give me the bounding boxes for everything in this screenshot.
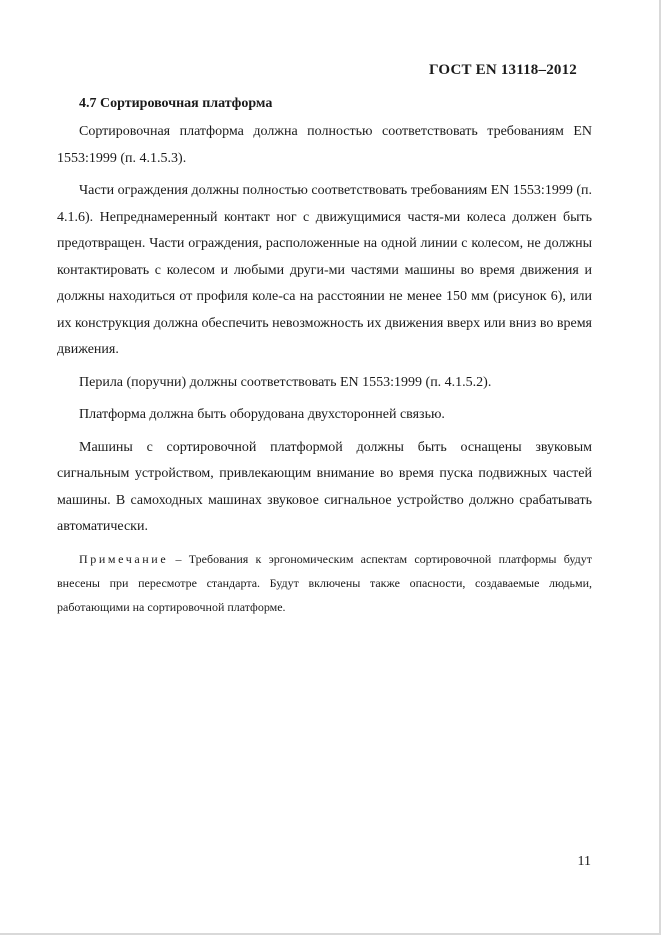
document-code: ГОСТ EN 13118–2012 [429, 62, 577, 78]
paragraph-4: Платформа должна быть оборудована двухсторонней связью. [79, 407, 445, 422]
paragraph-2: Части ограждения должны полностью соответствовать требованиям EN 1553:1999 (п. 4.1.6). Непреднамеренный контакт ног с движущимися частя-ми колеса должен быть предотвращен. Части ограждения, расположенные на одной линии с колесом, не должны контактировать с колесом и любыми други-ми частями машины во время движения и должны находиться от профиля коле-са на расстоянии не менее 150 мм (рисунок 6), или их конструкция должна обеспечить невозможность их движения вверх или вниз во время движения. [57, 183, 592, 357]
paragraph-3: Перила (поручни) должны соответствовать EN 1553:1999 (п. 4.1.5.2). [79, 374, 492, 390]
document-body [57, 94, 592, 619]
note-label: Примечание [79, 551, 169, 566]
note-text: – Требования к эргономическим аспектам сортировочной платформы будут внесены при пересмотре стандарта. Будут включены также опасности, создаваемые людьми, работающими на сортировочной платформе. [57, 551, 592, 614]
paragraph-5: Машины с сортировочной платформой должны быть оснащены звуковым сигнальным устройством, привлекающим внимание во время пуска подвижных частей машины. В самоходных машинах звуковое сигнальное устройство должно срабатывать автоматически. [57, 439, 592, 534]
section-title: 4.7 Сортировочная платформа [79, 96, 273, 111]
paragraph-1: Сортировочная платформа должна полностью соответствовать требованиям EN 1553:1999 (п. 4.1.5.3). [57, 124, 592, 166]
note [57, 547, 592, 619]
page-number: 11 [577, 854, 591, 869]
